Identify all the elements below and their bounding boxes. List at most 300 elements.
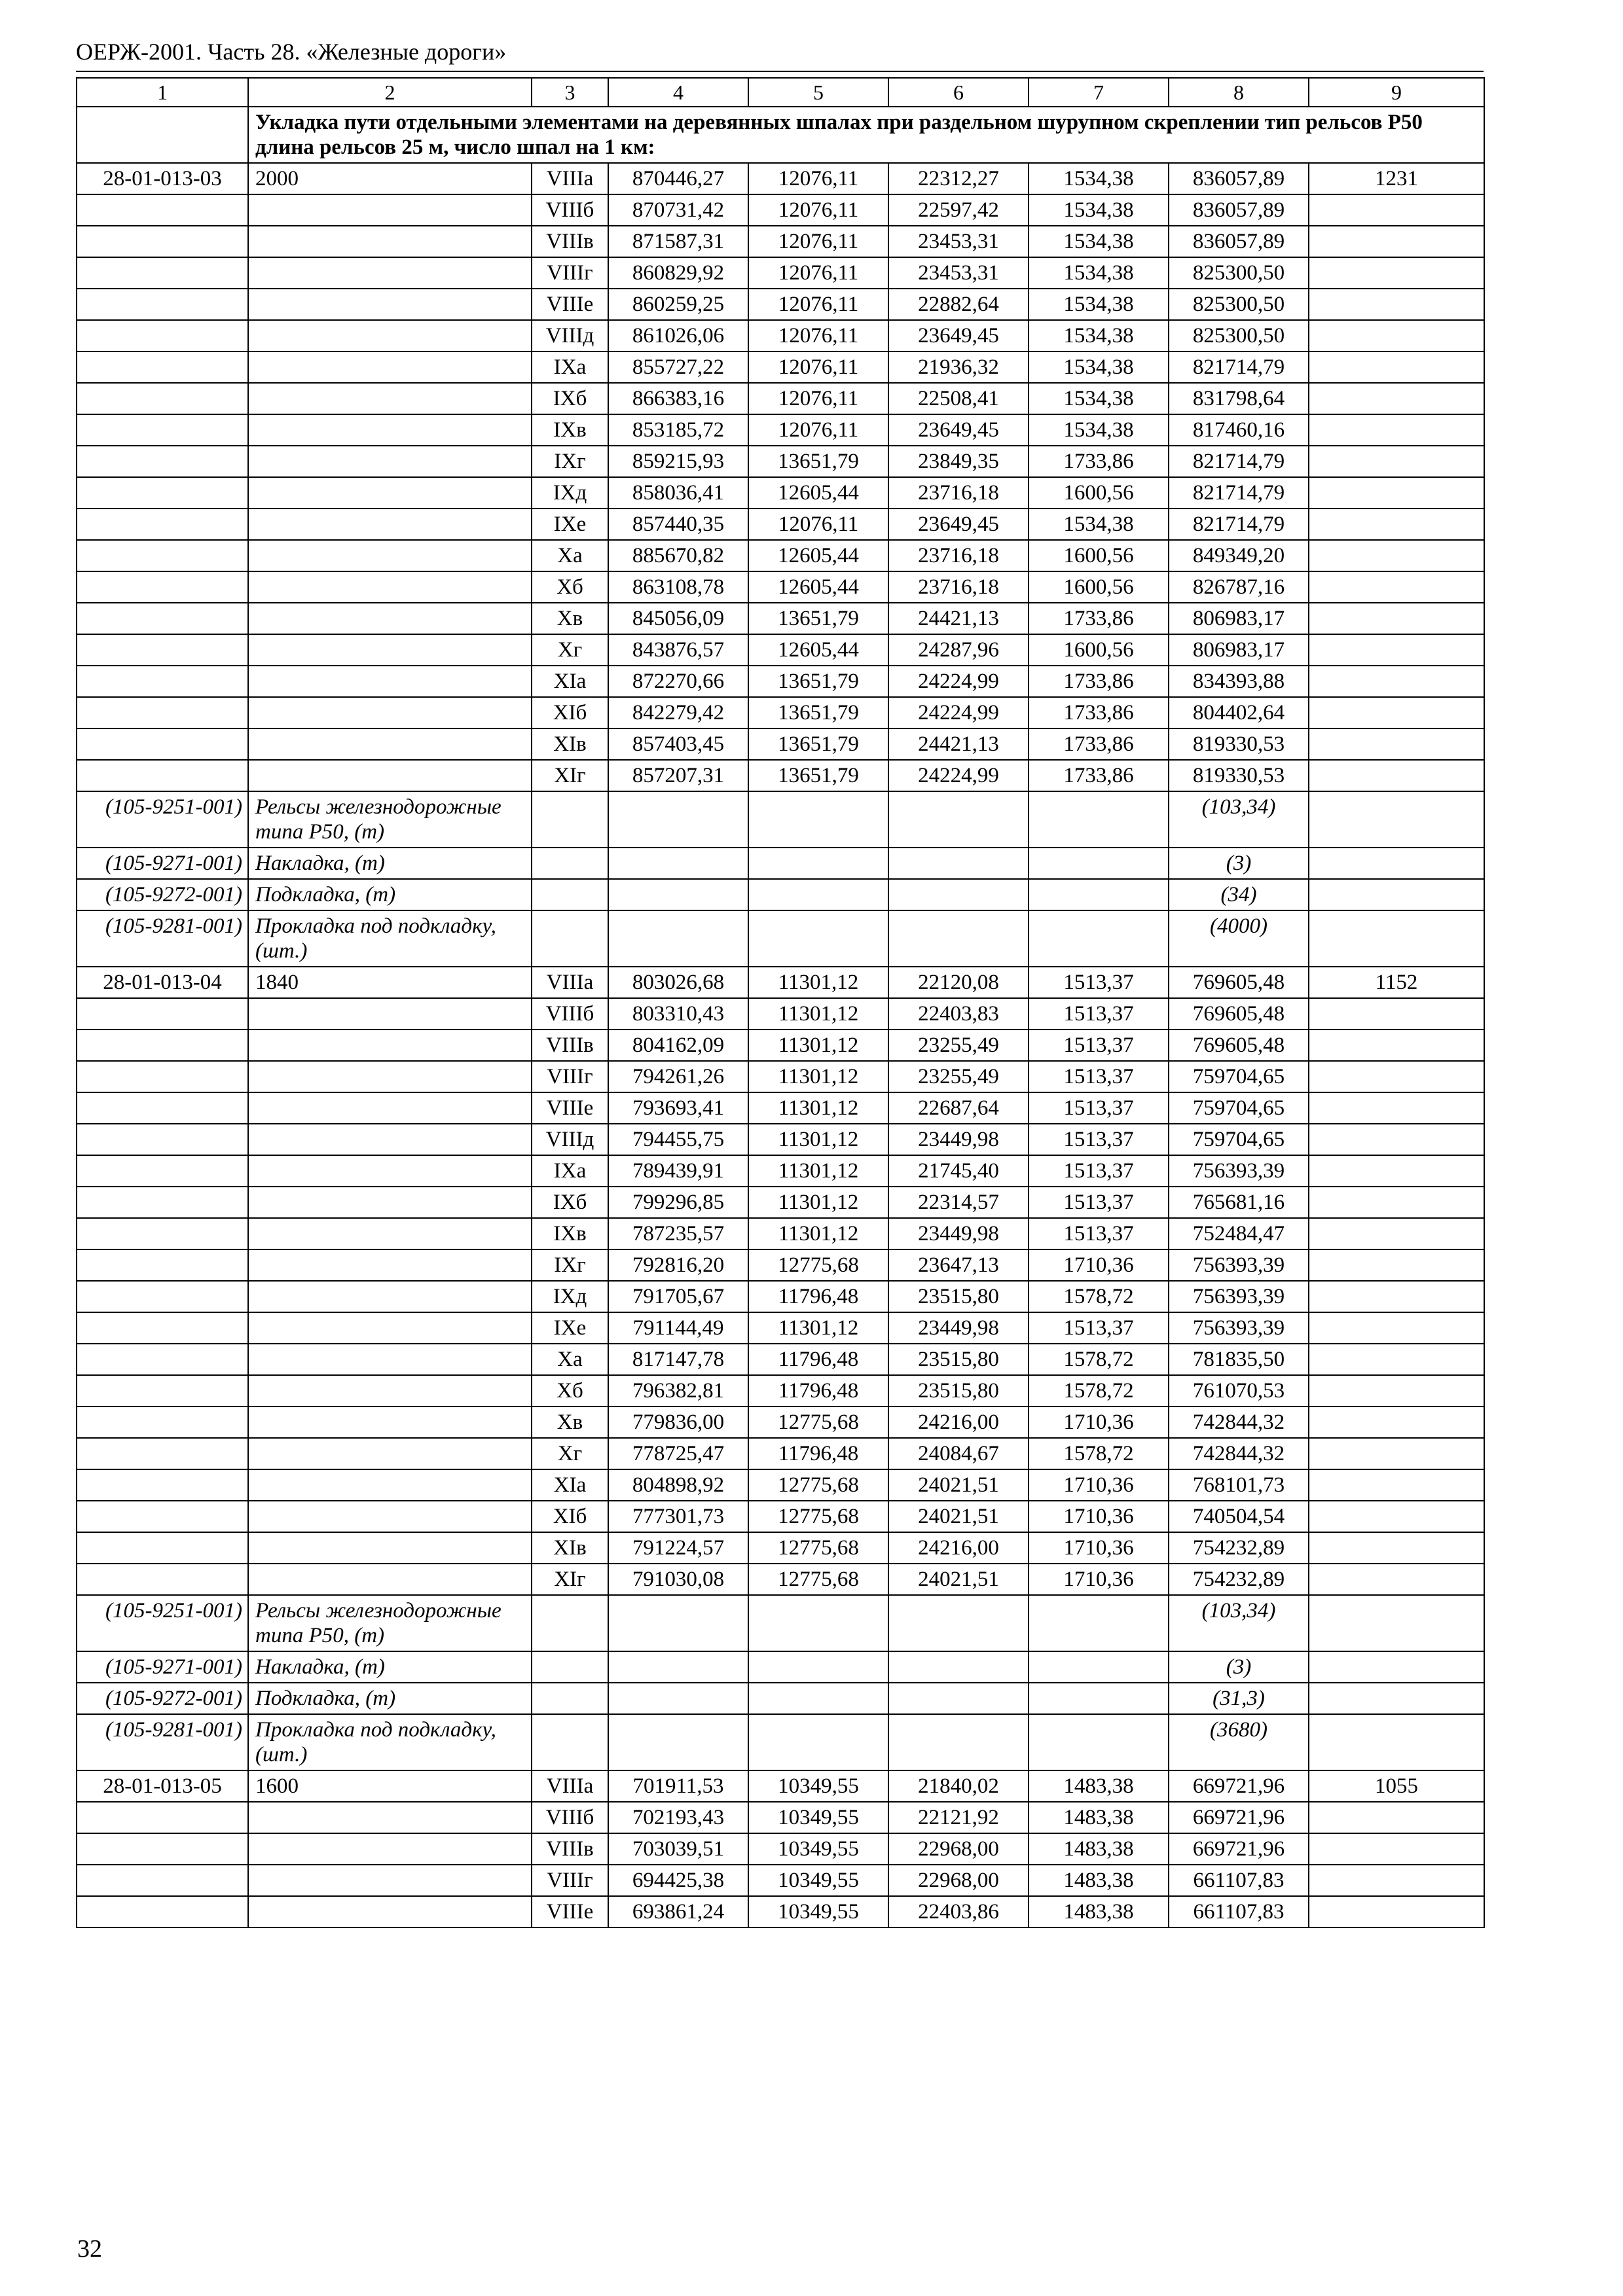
- rail-class: IXб: [532, 1187, 608, 1218]
- rail-class: VIIIе: [532, 1896, 608, 1928]
- empty-cell: [1309, 1187, 1484, 1218]
- empty-cell: [77, 1344, 248, 1375]
- rail-class: XIб: [532, 697, 608, 728]
- empty-cell: [77, 257, 248, 289]
- empty-cell: [1309, 1865, 1484, 1896]
- labor-hours: 1152: [1309, 967, 1484, 998]
- empty-cell: [248, 289, 532, 320]
- empty-cell: [1309, 1896, 1484, 1928]
- empty-cell: [1309, 910, 1484, 967]
- empty-cell: [1029, 1651, 1169, 1683]
- empty-cell: [1309, 760, 1484, 791]
- total-cost: 793693,41: [608, 1092, 748, 1124]
- operator-wages: 1710,36: [1029, 1564, 1169, 1595]
- machine-cost: 22687,64: [888, 1092, 1029, 1124]
- wages: 12076,11: [748, 194, 888, 226]
- rail-class: VIIIд: [532, 1124, 608, 1155]
- total-cost: 789439,91: [608, 1155, 748, 1187]
- wages: 12775,68: [748, 1469, 888, 1501]
- total-cost: 701911,53: [608, 1770, 748, 1802]
- rail-class: IXг: [532, 1249, 608, 1281]
- machine-cost: 23449,98: [888, 1124, 1029, 1155]
- column-number-cell: 1: [77, 78, 248, 107]
- wages: 13651,79: [748, 446, 888, 477]
- total-cost: 860829,92: [608, 257, 748, 289]
- wages: 13651,79: [748, 666, 888, 697]
- empty-cell: [77, 446, 248, 477]
- material-value: (4000): [1169, 910, 1309, 967]
- total-cost: 853185,72: [608, 414, 748, 446]
- empty-cell: [248, 1249, 532, 1281]
- empty-cell: [1309, 1501, 1484, 1532]
- empty-cell: [77, 1896, 248, 1928]
- empty-cell: [1309, 1407, 1484, 1438]
- rail-class: VIIIг: [532, 1865, 608, 1896]
- materials-cost: 821714,79: [1169, 351, 1309, 383]
- rail-class: VIIIб: [532, 998, 608, 1030]
- empty-cell: [888, 1651, 1029, 1683]
- section-title-row: [77, 107, 1484, 163]
- table-row: [77, 1532, 1484, 1564]
- column-number-cell: 9: [1309, 78, 1484, 107]
- empty-cell: [248, 666, 532, 697]
- empty-cell: [532, 910, 608, 967]
- empty-cell: [248, 1344, 532, 1375]
- table-row: [77, 226, 1484, 257]
- empty-cell: [1309, 383, 1484, 414]
- machine-cost: 22597,42: [888, 194, 1029, 226]
- empty-cell: [248, 1092, 532, 1124]
- sleepers-count: 2000: [248, 163, 532, 194]
- machine-cost: 23716,18: [888, 540, 1029, 571]
- empty-cell: [1029, 910, 1169, 967]
- rail-class: VIIIв: [532, 1030, 608, 1061]
- wages: 11796,48: [748, 1344, 888, 1375]
- total-cost: 858036,41: [608, 477, 748, 509]
- material-row: [77, 1595, 1484, 1651]
- empty-cell: [532, 879, 608, 910]
- wages: 11301,12: [748, 1092, 888, 1124]
- machine-cost: 22120,08: [888, 967, 1029, 998]
- table-row: [77, 1865, 1484, 1896]
- rail-class: IXе: [532, 509, 608, 540]
- total-cost: 872270,66: [608, 666, 748, 697]
- table-row: [77, 540, 1484, 571]
- column-number-cell: 5: [748, 78, 888, 107]
- table-row: [77, 1281, 1484, 1312]
- operator-wages: 1513,37: [1029, 1312, 1169, 1344]
- table-row: [77, 1344, 1484, 1375]
- operator-wages: 1733,86: [1029, 728, 1169, 760]
- machine-cost: 23515,80: [888, 1375, 1029, 1407]
- wages: 12076,11: [748, 257, 888, 289]
- table-row: [77, 257, 1484, 289]
- total-cost: 857403,45: [608, 728, 748, 760]
- empty-cell: [248, 1438, 532, 1469]
- machine-cost: 24224,99: [888, 666, 1029, 697]
- machine-cost: 24021,51: [888, 1501, 1029, 1532]
- empty-cell: [248, 1281, 532, 1312]
- rail-class: Xв: [532, 603, 608, 634]
- total-cost: 803026,68: [608, 967, 748, 998]
- empty-cell: [1309, 1802, 1484, 1833]
- empty-cell: [248, 760, 532, 791]
- empty-cell: [77, 1030, 248, 1061]
- column-number-cell: 2: [248, 78, 532, 107]
- wages: 12775,68: [748, 1249, 888, 1281]
- materials-cost: 769605,48: [1169, 967, 1309, 998]
- material-code: (105-9251-001): [77, 1595, 248, 1651]
- empty-cell: [248, 571, 532, 603]
- empty-cell: [248, 1407, 532, 1438]
- operator-wages: 1513,37: [1029, 1092, 1169, 1124]
- rail-class: VIIIе: [532, 289, 608, 320]
- total-cost: 859215,93: [608, 446, 748, 477]
- total-cost: 791144,49: [608, 1312, 748, 1344]
- wages: 12076,11: [748, 509, 888, 540]
- materials-cost: 821714,79: [1169, 477, 1309, 509]
- table-row: [77, 1312, 1484, 1344]
- empty-cell: [1309, 791, 1484, 848]
- empty-cell: [1309, 848, 1484, 879]
- total-cost: 885670,82: [608, 540, 748, 571]
- materials-cost: 769605,48: [1169, 998, 1309, 1030]
- operator-wages: 1733,86: [1029, 666, 1169, 697]
- total-cost: 870731,42: [608, 194, 748, 226]
- materials-cost: 756393,39: [1169, 1155, 1309, 1187]
- table-row: [77, 967, 1484, 998]
- empty-cell: [77, 1092, 248, 1124]
- page-header: ОЕРЖ-2001. Часть 28. «Железные дороги»: [76, 39, 507, 65]
- column-number-row: [77, 78, 1484, 107]
- table-row: [77, 1124, 1484, 1155]
- materials-cost: 756393,39: [1169, 1249, 1309, 1281]
- material-name: Накладка, (т): [248, 1651, 532, 1683]
- empty-cell: [748, 1595, 888, 1651]
- rail-class: VIIIб: [532, 194, 608, 226]
- materials-cost: 759704,65: [1169, 1092, 1309, 1124]
- table-row: [77, 509, 1484, 540]
- machine-cost: 24216,00: [888, 1532, 1029, 1564]
- operator-wages: 1534,38: [1029, 351, 1169, 383]
- rail-class: Xб: [532, 571, 608, 603]
- rail-class: VIIIв: [532, 226, 608, 257]
- table-row: [77, 666, 1484, 697]
- total-cost: 871587,31: [608, 226, 748, 257]
- empty-cell: [77, 697, 248, 728]
- operator-wages: 1733,86: [1029, 446, 1169, 477]
- empty-cell: [1309, 194, 1484, 226]
- wages: 11301,12: [748, 998, 888, 1030]
- rail-class: IXд: [532, 1281, 608, 1312]
- empty-cell: [77, 998, 248, 1030]
- rail-class: VIIIa: [532, 967, 608, 998]
- empty-cell: [1309, 1281, 1484, 1312]
- empty-cell: [77, 351, 248, 383]
- machine-cost: 22968,00: [888, 1833, 1029, 1865]
- machine-cost: 23515,80: [888, 1281, 1029, 1312]
- operator-wages: 1733,86: [1029, 697, 1169, 728]
- materials-cost: 740504,54: [1169, 1501, 1309, 1532]
- materials-cost: 742844,32: [1169, 1438, 1309, 1469]
- rail-class: XIa: [532, 666, 608, 697]
- operator-wages: 1710,36: [1029, 1469, 1169, 1501]
- operator-wages: 1733,86: [1029, 760, 1169, 791]
- wages: 12775,68: [748, 1532, 888, 1564]
- table-row: [77, 728, 1484, 760]
- empty-cell: [248, 509, 532, 540]
- empty-cell: [608, 791, 748, 848]
- empty-cell: [77, 1501, 248, 1532]
- materials-cost: 821714,79: [1169, 509, 1309, 540]
- empty-cell: [248, 414, 532, 446]
- material-value: (103,34): [1169, 1595, 1309, 1651]
- operator-wages: 1513,37: [1029, 1030, 1169, 1061]
- table-row: [77, 1030, 1484, 1061]
- rail-class: VIIIб: [532, 1802, 608, 1833]
- empty-cell: [77, 760, 248, 791]
- operator-wages: 1534,38: [1029, 383, 1169, 414]
- empty-cell: [1309, 477, 1484, 509]
- machine-cost: 22312,27: [888, 163, 1029, 194]
- rail-class: XIв: [532, 728, 608, 760]
- empty-cell: [248, 1124, 532, 1155]
- materials-cost: 761070,53: [1169, 1375, 1309, 1407]
- machine-cost: 23649,45: [888, 414, 1029, 446]
- total-cost: 857440,35: [608, 509, 748, 540]
- rail-class: VIIIa: [532, 163, 608, 194]
- empty-cell: [1309, 1218, 1484, 1249]
- rail-class: XIг: [532, 1564, 608, 1595]
- empty-cell: [748, 910, 888, 967]
- materials-cost: 669721,96: [1169, 1802, 1309, 1833]
- wages: 12775,68: [748, 1407, 888, 1438]
- table-row: [77, 998, 1484, 1030]
- materials-cost: 819330,53: [1169, 728, 1309, 760]
- table-row: [77, 1061, 1484, 1092]
- empty-cell: [1309, 414, 1484, 446]
- table-row: [77, 634, 1484, 666]
- operator-wages: 1534,38: [1029, 163, 1169, 194]
- wages: 10349,55: [748, 1770, 888, 1802]
- wages: 12076,11: [748, 163, 888, 194]
- empty-cell: [248, 540, 532, 571]
- empty-cell: [532, 1683, 608, 1714]
- empty-cell: [248, 1833, 532, 1865]
- rail-class: XIг: [532, 760, 608, 791]
- empty-cell: [532, 1714, 608, 1770]
- empty-cell: [1309, 1833, 1484, 1865]
- empty-cell: [248, 728, 532, 760]
- machine-cost: 23716,18: [888, 571, 1029, 603]
- total-cost: 794455,75: [608, 1124, 748, 1155]
- rail-class: Xб: [532, 1375, 608, 1407]
- empty-cell: [77, 1124, 248, 1155]
- section-title: Укладка пути отдельными элементами на деревянных шпалах при раздельном шурупном скреплении тип рельсов Р50 длина рельсов 25 м, число шпал на 1 км:: [248, 107, 1484, 163]
- empty-cell: [77, 1061, 248, 1092]
- wages: 12775,68: [748, 1501, 888, 1532]
- column-number-cell: 6: [888, 78, 1029, 107]
- operator-wages: 1534,38: [1029, 289, 1169, 320]
- empty-cell: [1309, 1344, 1484, 1375]
- empty-cell: [1309, 1061, 1484, 1092]
- machine-cost: 21745,40: [888, 1155, 1029, 1187]
- machine-cost: 23649,45: [888, 509, 1029, 540]
- wages: 13651,79: [748, 760, 888, 791]
- machine-cost: 24224,99: [888, 697, 1029, 728]
- empty-cell: [248, 1061, 532, 1092]
- machine-cost: 22968,00: [888, 1865, 1029, 1896]
- empty-cell: [1309, 1092, 1484, 1124]
- wages: 11301,12: [748, 1030, 888, 1061]
- total-cost: 791030,08: [608, 1564, 748, 1595]
- empty-cell: [248, 383, 532, 414]
- empty-cell: [77, 414, 248, 446]
- materials-cost: 834393,88: [1169, 666, 1309, 697]
- empty-cell: [1309, 1249, 1484, 1281]
- materials-cost: 825300,50: [1169, 257, 1309, 289]
- machine-cost: 23255,49: [888, 1061, 1029, 1092]
- wages: 10349,55: [748, 1833, 888, 1865]
- rail-class: Xг: [532, 1438, 608, 1469]
- materials-cost: 669721,96: [1169, 1770, 1309, 1802]
- total-cost: 778725,47: [608, 1438, 748, 1469]
- empty-cell: [1309, 446, 1484, 477]
- wages: 11301,12: [748, 1312, 888, 1344]
- table-row: [77, 603, 1484, 634]
- sleepers-count: 1600: [248, 1770, 532, 1802]
- operator-wages: 1513,37: [1029, 1218, 1169, 1249]
- table-row: [77, 1469, 1484, 1501]
- total-cost: 870446,27: [608, 163, 748, 194]
- table-row: [77, 1770, 1484, 1802]
- empty-cell: [77, 1438, 248, 1469]
- rail-class: IXе: [532, 1312, 608, 1344]
- empty-cell: [1309, 1651, 1484, 1683]
- total-cost: 777301,73: [608, 1501, 748, 1532]
- empty-cell: [1309, 1595, 1484, 1651]
- empty-cell: [248, 1312, 532, 1344]
- total-cost: 703039,51: [608, 1833, 748, 1865]
- material-name: Подкладка, (т): [248, 879, 532, 910]
- empty-cell: [77, 1532, 248, 1564]
- empty-cell: [888, 1683, 1029, 1714]
- empty-cell: [248, 477, 532, 509]
- wages: 12605,44: [748, 540, 888, 571]
- empty-cell: [608, 1651, 748, 1683]
- empty-cell: [77, 1375, 248, 1407]
- empty-cell: [748, 1683, 888, 1714]
- empty-cell: [608, 1714, 748, 1770]
- wages: 12076,11: [748, 351, 888, 383]
- empty-cell: [1029, 1714, 1169, 1770]
- rate-code: 28-01-013-05: [77, 1770, 248, 1802]
- machine-cost: 24021,51: [888, 1469, 1029, 1501]
- rail-class: Xв: [532, 1407, 608, 1438]
- empty-cell: [1309, 1438, 1484, 1469]
- materials-cost: 819330,53: [1169, 760, 1309, 791]
- machine-cost: 23647,13: [888, 1249, 1029, 1281]
- rail-class: XIa: [532, 1469, 608, 1501]
- operator-wages: 1600,56: [1029, 540, 1169, 571]
- material-name: Прокладка под подкладку, (шт.): [248, 1714, 532, 1770]
- empty-cell: [888, 879, 1029, 910]
- machine-cost: 24421,13: [888, 728, 1029, 760]
- empty-cell: [77, 1564, 248, 1595]
- material-code: (105-9281-001): [77, 1714, 248, 1770]
- material-name: Рельсы железнодорожные типа Р50, (т): [248, 1595, 532, 1651]
- machine-cost: 23716,18: [888, 477, 1029, 509]
- empty-cell: [748, 1651, 888, 1683]
- wages: 10349,55: [748, 1802, 888, 1833]
- page-number: 32: [77, 2235, 102, 2263]
- operator-wages: 1513,37: [1029, 1061, 1169, 1092]
- machine-cost: 22403,86: [888, 1896, 1029, 1928]
- empty-cell: [77, 540, 248, 571]
- operator-wages: 1534,38: [1029, 257, 1169, 289]
- wages: 11796,48: [748, 1281, 888, 1312]
- empty-cell: [1309, 1375, 1484, 1407]
- operator-wages: 1534,38: [1029, 226, 1169, 257]
- empty-cell: [1309, 351, 1484, 383]
- total-cost: 863108,78: [608, 571, 748, 603]
- column-number-cell: 7: [1029, 78, 1169, 107]
- materials-cost: 765681,16: [1169, 1187, 1309, 1218]
- table-row: [77, 414, 1484, 446]
- wages: 11796,48: [748, 1438, 888, 1469]
- total-cost: 702193,43: [608, 1802, 748, 1833]
- empty-cell: [248, 1030, 532, 1061]
- wages: 11301,12: [748, 967, 888, 998]
- empty-cell: [248, 1564, 532, 1595]
- empty-cell: [248, 697, 532, 728]
- empty-cell: [77, 1312, 248, 1344]
- wages: 12076,11: [748, 383, 888, 414]
- empty-cell: [248, 1155, 532, 1187]
- material-value: (34): [1169, 879, 1309, 910]
- empty-cell: [77, 509, 248, 540]
- wages: 12605,44: [748, 634, 888, 666]
- material-row: [77, 879, 1484, 910]
- material-row: [77, 910, 1484, 967]
- total-cost: 791705,67: [608, 1281, 748, 1312]
- material-value: (3680): [1169, 1714, 1309, 1770]
- machine-cost: 23255,49: [888, 1030, 1029, 1061]
- empty-cell: [248, 351, 532, 383]
- total-cost: 804898,92: [608, 1469, 748, 1501]
- total-cost: 866383,16: [608, 383, 748, 414]
- rate-code: 28-01-013-04: [77, 967, 248, 998]
- empty-cell: [77, 1469, 248, 1501]
- total-cost: 694425,38: [608, 1865, 748, 1896]
- table-row: [77, 383, 1484, 414]
- table-row: [77, 1187, 1484, 1218]
- column-number-cell: 4: [608, 78, 748, 107]
- machine-cost: 21936,32: [888, 351, 1029, 383]
- empty-cell: [532, 1651, 608, 1683]
- rail-class: XIб: [532, 1501, 608, 1532]
- empty-cell: [608, 848, 748, 879]
- material-value: (103,34): [1169, 791, 1309, 848]
- labor-hours: 1231: [1309, 163, 1484, 194]
- material-code: (105-9281-001): [77, 910, 248, 967]
- operator-wages: 1578,72: [1029, 1344, 1169, 1375]
- material-row: [77, 1714, 1484, 1770]
- materials-cost: 756393,39: [1169, 1312, 1309, 1344]
- empty-cell: [248, 998, 532, 1030]
- table-row: [77, 320, 1484, 351]
- empty-cell: [1309, 1030, 1484, 1061]
